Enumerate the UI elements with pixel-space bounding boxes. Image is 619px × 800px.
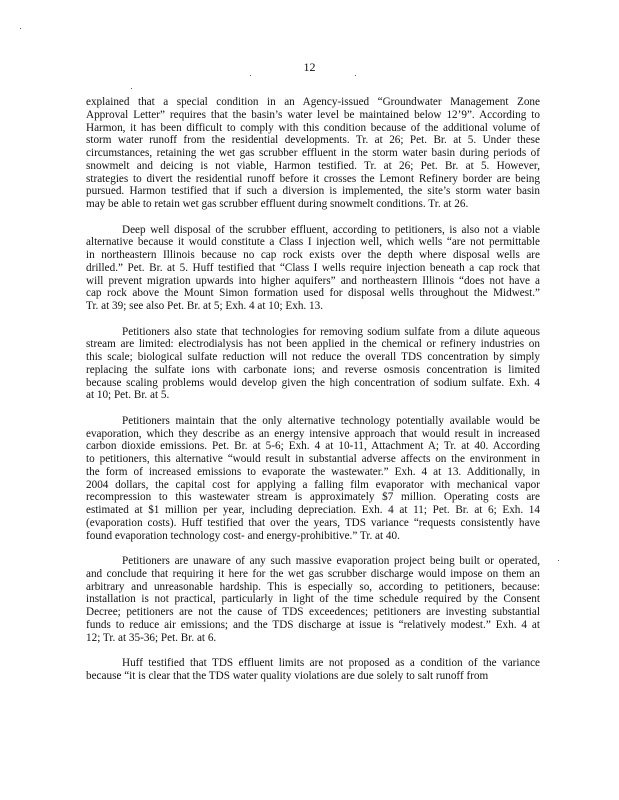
text-line: Deep well disposal of the scrubber effluent, according to petitioners, is also not a viable <box>122 223 540 236</box>
text-line: to petitioners, this alternative “would result in substantial adverse affects on the environment in <box>86 453 540 465</box>
text-line: cap rock above the Mount Simon formation used for disposal wells throughout the Midwest.” <box>86 287 540 300</box>
text-line: circumstances, retaining the wet gas scrubber effluent in the storm water basin during periods of <box>86 147 540 159</box>
paragraph <box>86 224 540 313</box>
text-line: Huff testified that TDS effluent limits are not proposed as a condition of the variance <box>122 657 540 669</box>
text-line: carbon dioxide emissions. Pet. Br. at 5-6; Exh. 4 at 10-11, Attachment A; Tr. at 40. According <box>86 440 540 453</box>
text-line: Harmon, it has been difficult to comply with this condition because of the additional volume of <box>86 121 540 134</box>
text-line: and conclude that requiring it here for the wet gas scrubber discharge would impose on them an <box>86 567 540 580</box>
text-line: storm water runoff from the residential developments. Tr. at 26; Pet. Br. at 5. Under these <box>86 134 540 147</box>
paragraph <box>86 415 540 543</box>
text-line: Approval Letter” requires that the basin’s water level be maintained below 12’9”. According to <box>86 108 540 121</box>
page-number: 12 <box>303 60 316 74</box>
paragraph <box>86 96 540 211</box>
text-line: because “it is clear that the TDS water quality violations are due solely to salt runoff from <box>86 669 489 682</box>
text-line: evaporation, which they describe as an energy intensive approach that would result in increased <box>86 427 540 440</box>
text-line: snowmelt and deicing is not viable, Harmon testified. Tr. at 26; Pet. Br. at 5. However, <box>86 159 540 172</box>
text-line: installation is not practical, particularly in light of the time schedule required by the Consent <box>86 593 540 606</box>
text-line: 12; Tr. at 35-36; Pet. Br. at 6. <box>86 631 217 644</box>
paragraph <box>86 555 540 644</box>
scan-speck <box>250 75 251 76</box>
text-line: may be able to retain wet gas scrubber effluent during snowmelt conditions. Tr. at 26. <box>86 198 469 210</box>
scan-speck <box>558 560 559 561</box>
text-line: found evaporation technology cost- and energy-prohibitive.” Tr. at 40. <box>86 529 400 542</box>
text-line: Petitioners maintain that the only alternative technology potentially available would be <box>122 414 540 427</box>
text-line: funds to reduce air emissions; and the TDS discharge at issue is “relatively modest.” Exh. 4 at <box>86 618 540 631</box>
text-line: because scaling problems would develop given the high concentration of sodium sulfate. Exh. 4 <box>86 376 540 389</box>
text-line: recompression to this wastewater stream is approximately $7 million. Operating costs are <box>86 491 540 504</box>
text-line: stream are limited: electrodialysis has not been applied in the chemical or refinery industries on <box>86 338 540 351</box>
text-line: this scale; biological sulfate reduction will not reduce the overall TDS concentration by simply <box>86 351 540 363</box>
paragraph <box>86 657 540 683</box>
text-line: Tr. at 39; see also Pet. Br. at 5; Exh. 4 at 10; Exh. 13. <box>86 300 323 312</box>
text-line: replacing the sulfate ions with carbonate ions; and reverse osmosis concentration is limited <box>86 363 540 376</box>
scan-speck <box>131 88 132 89</box>
text-line: strategies to divert the residential runoff before it crosses the Lemont Refinery border are being <box>86 172 540 185</box>
text-line: drilled.” Pet. Br. at 5. Huff testified that “Class I wells require injection beneath a cap rock that <box>86 261 540 274</box>
text-line: (evaporation costs). Huff testified that over the years, TDS variance “requests consistently have <box>86 516 540 529</box>
text-line: estimated at $1 million per year, including depreciation. Exh. 4 at 11; Pet. Br. at 6; Exh. 14 <box>86 504 540 516</box>
scan-speck <box>20 28 21 29</box>
text-line: pursued. Harmon testified that if such a diversion is implemented, the site’s storm water basin <box>86 185 540 198</box>
text-line: explained that a special condition in an Agency-issued “Groundwater Management Zone <box>86 96 540 108</box>
paragraph <box>86 326 540 403</box>
text-line: 2004 dollars, the capital cost for applying a falling film evaporator with mechanical vapor <box>86 478 540 491</box>
text-line: Petitioners are unaware of any such massive evaporation project being built or operated, <box>122 555 540 567</box>
text-line: Decree; petitioners are not the cause of TDS exceedences; petitioners are investing substantial <box>86 606 540 618</box>
text-line: the form of increased emissions to evaporate the wastewater.” Exh. 4 at 13. Additionally, in <box>86 465 540 478</box>
text-line: arbitrary and unreasonable hardship. This is especially so, according to petitioners, because: <box>86 580 540 593</box>
scan-speck <box>355 75 356 76</box>
text-line: alternative because it would constitute a Class I injection well, which wells “are not permittable <box>86 236 540 249</box>
text-line: in northeastern Illinois because no cap rock exists over the depth where disposal wells are <box>86 249 540 261</box>
text-line: at 10; Pet. Br. at 5. <box>86 389 170 402</box>
text-line: Petitioners also state that technologies for removing sodium sulfate from a dilute aqueous <box>122 325 540 338</box>
document-body <box>86 96 540 695</box>
text-line: will prevent migration upwards into higher aquifers” and northeastern Illinois “does not have a <box>86 274 540 287</box>
